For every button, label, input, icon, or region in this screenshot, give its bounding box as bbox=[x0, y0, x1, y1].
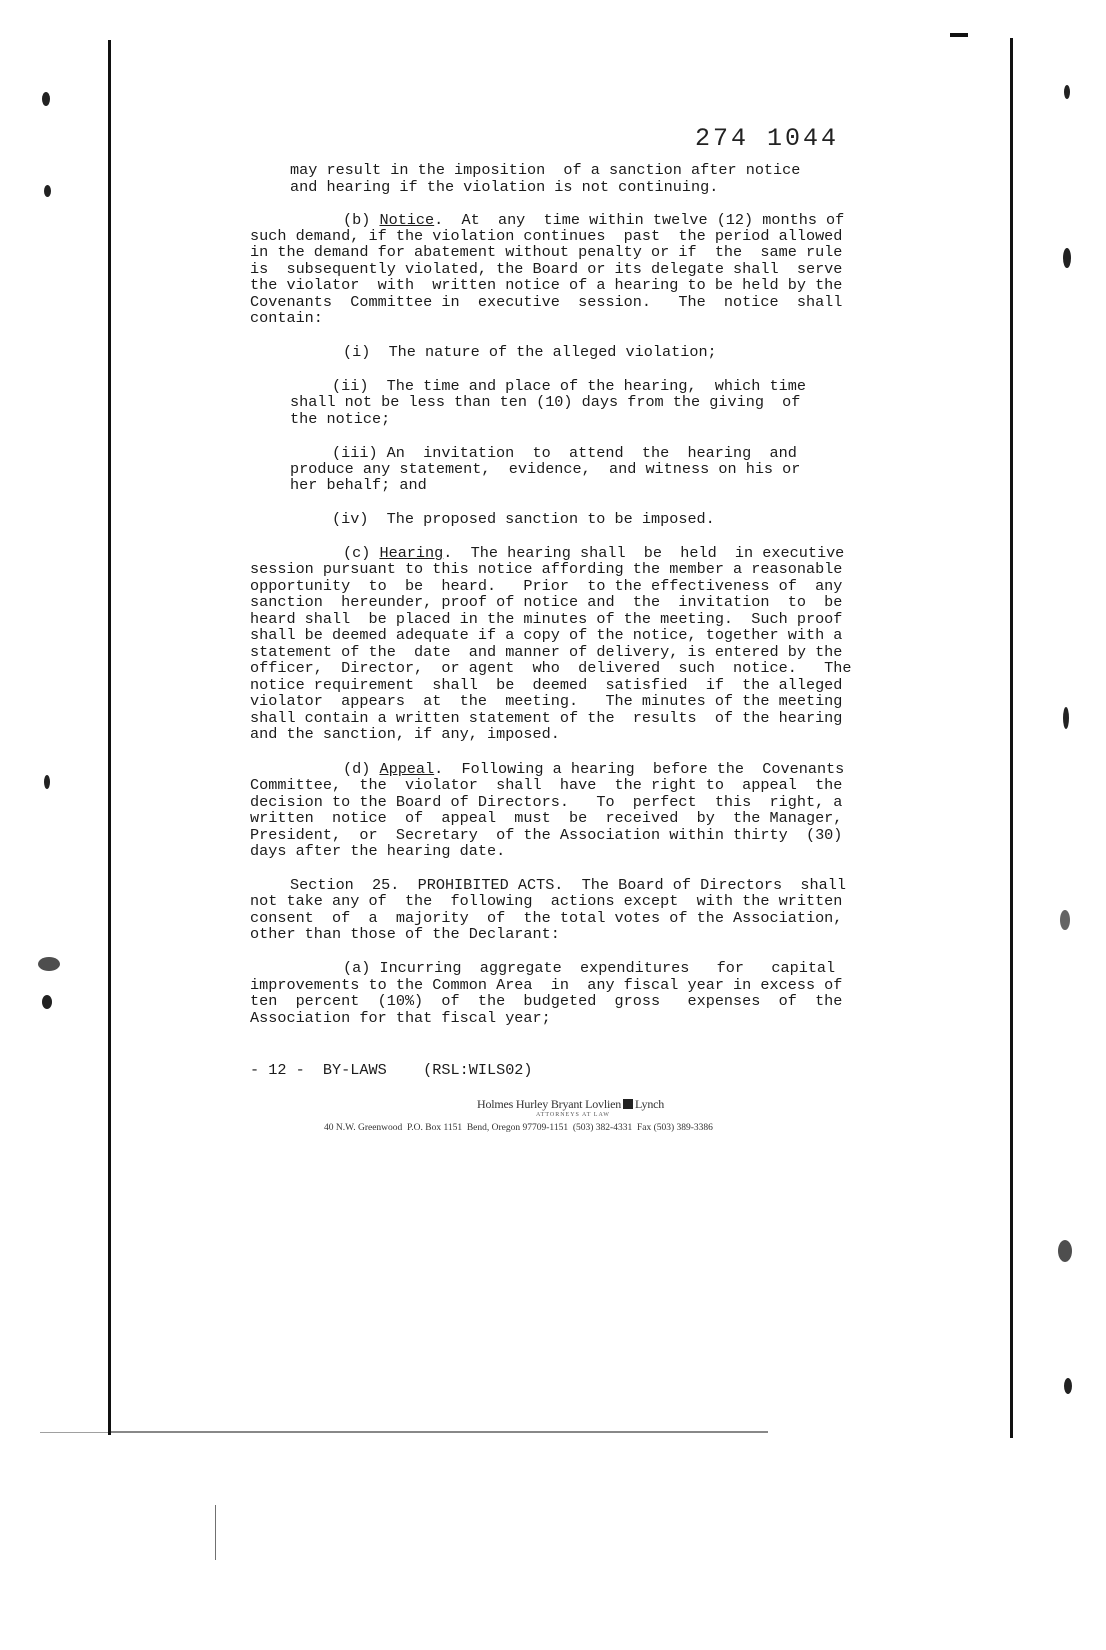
paragraph-b-prefix: (b) bbox=[343, 211, 380, 229]
firm-name-part1: Holmes Hurley Bryant Lovlien bbox=[477, 1097, 622, 1111]
footer-firm-subtitle: ATTORNEYS AT LAW bbox=[536, 1112, 610, 1118]
body-line: such demand, if the violation continues past the period allowed bbox=[250, 227, 843, 245]
footer-address: 40 N.W. Greenwood P.O. Box 1151 Bend, Oregon 97709-1151 (503) 382-4331 Fax (503) 389-3386 bbox=[324, 1123, 713, 1133]
paragraph-d-prefix: (d) bbox=[343, 760, 380, 778]
paragraph-c-heading: Hearing bbox=[379, 544, 444, 562]
firm-logo-icon bbox=[623, 1099, 633, 1109]
body-line: officer, Director, or agent who delivered such notice. The bbox=[250, 659, 852, 677]
left-margin-line bbox=[108, 40, 111, 1435]
body-line: contain: bbox=[250, 309, 323, 327]
paragraph-b-heading: Notice bbox=[379, 211, 435, 229]
body-line: Covenants Committee in executive session. The notice shall bbox=[250, 293, 843, 311]
body-line: is subsequently violated, the Board or its delegate shall serve bbox=[250, 260, 843, 278]
body-line: other than those of the Declarant: bbox=[250, 925, 560, 943]
body-line: heard shall be placed in the minutes of the meeting. Such proof bbox=[250, 610, 843, 628]
list-item-i: (i) The nature of the alleged violation; bbox=[343, 343, 717, 361]
body-line: improvements to the Common Area in any fiscal year in excess of bbox=[250, 976, 843, 994]
body-line: may result in the imposition of a sanction after notice bbox=[290, 161, 801, 179]
body-line: violator appears at the meeting. The minutes of the meeting bbox=[250, 692, 843, 710]
body-line: in the demand for abatement without penalty or if the same rule bbox=[250, 243, 843, 261]
body-line: Committee, the violator shall have the right to appeal the bbox=[250, 776, 843, 794]
body-line: opportunity to be heard. Prior to the effectiveness of any bbox=[250, 577, 843, 595]
scan-speck bbox=[44, 185, 51, 197]
bottom-edge-line-left bbox=[40, 1432, 110, 1433]
scan-speck bbox=[42, 995, 52, 1009]
body-line: her behalf; and bbox=[290, 476, 427, 494]
footer-page-label: - 12 - BY-LAWS (RSL:WILS02) bbox=[250, 1061, 533, 1079]
scan-speck bbox=[44, 775, 50, 789]
top-right-mark bbox=[950, 33, 968, 37]
body-line: decision to the Board of Directors. To perfect this right, a bbox=[250, 793, 843, 811]
paragraph-c-rest: . The hearing shall be held in executive bbox=[443, 544, 845, 562]
scan-speck bbox=[1064, 85, 1070, 99]
section-25-heading-line: Section 25. PROHIBITED ACTS. The Board of Directors shall bbox=[290, 876, 846, 894]
scan-speck bbox=[1063, 248, 1071, 268]
paragraph-d-heading: Appeal bbox=[379, 760, 435, 778]
list-item-ii: (ii) The time and place of the hearing, which time bbox=[332, 377, 806, 395]
page-number: 274 1044 bbox=[695, 124, 840, 153]
paragraph-a-first-line: (a) Incurring aggregate expenditures for capital bbox=[343, 959, 836, 977]
scan-speck bbox=[38, 957, 60, 971]
scan-speck bbox=[1064, 1378, 1072, 1394]
paragraph-b-rest: . At any time within twelve (12) months of bbox=[434, 211, 845, 229]
body-line: shall not be less than ten (10) days from the giving of bbox=[290, 393, 801, 411]
body-line: and the sanction, if any, imposed. bbox=[250, 725, 560, 743]
right-margin-line bbox=[1010, 38, 1013, 1438]
list-item-iii: (iii) An invitation to attend the hearing and bbox=[332, 444, 797, 462]
list-item-iv: (iv) The proposed sanction to be imposed. bbox=[332, 510, 715, 528]
bottom-tick-line bbox=[215, 1505, 216, 1560]
scan-speck bbox=[1060, 910, 1070, 930]
bottom-edge-line bbox=[108, 1431, 768, 1433]
body-line: shall be deemed adequate if a copy of the notice, together with a bbox=[250, 626, 843, 644]
body-line: not take any of the following actions except with the written bbox=[250, 892, 843, 910]
paragraph-c-prefix: (c) bbox=[343, 544, 380, 562]
body-line: session pursuant to this notice affording the member a reasonable bbox=[250, 560, 843, 578]
body-line: President, or Secretary of the Association within thirty (30) bbox=[250, 826, 843, 844]
body-line: consent of a majority of the total votes of the Association, bbox=[250, 909, 843, 927]
scan-speck bbox=[1063, 707, 1069, 729]
body-line: Association for that fiscal year; bbox=[250, 1009, 551, 1027]
body-line: the violator with written notice of a hearing to be held by the bbox=[250, 276, 843, 294]
body-line: ten percent (10%) of the budgeted gross expenses of the bbox=[250, 992, 843, 1010]
body-line: produce any statement, evidence, and witness on his or bbox=[290, 460, 801, 478]
body-line: statement of the date and manner of delivery, is entered by the bbox=[250, 643, 843, 661]
body-line: written notice of appeal must be received by the Manager, bbox=[250, 809, 843, 827]
body-line: days after the hearing date. bbox=[250, 842, 506, 860]
scan-speck bbox=[42, 92, 50, 106]
paragraph-d-rest: . Following a hearing before the Covenants bbox=[434, 760, 845, 778]
body-line: notice requirement shall be deemed satisfied if the alleged bbox=[250, 676, 843, 694]
body-line: and hearing if the violation is not continuing. bbox=[290, 178, 719, 196]
body-line: shall contain a written statement of the results of the hearing bbox=[250, 709, 843, 727]
firm-name-part2: Lynch bbox=[635, 1097, 665, 1111]
body-line: sanction hereunder, proof of notice and the invitation to be bbox=[250, 593, 843, 611]
body-line: the notice; bbox=[290, 410, 391, 428]
footer-firm-name bbox=[477, 1097, 664, 1112]
scan-speck bbox=[1058, 1240, 1072, 1262]
